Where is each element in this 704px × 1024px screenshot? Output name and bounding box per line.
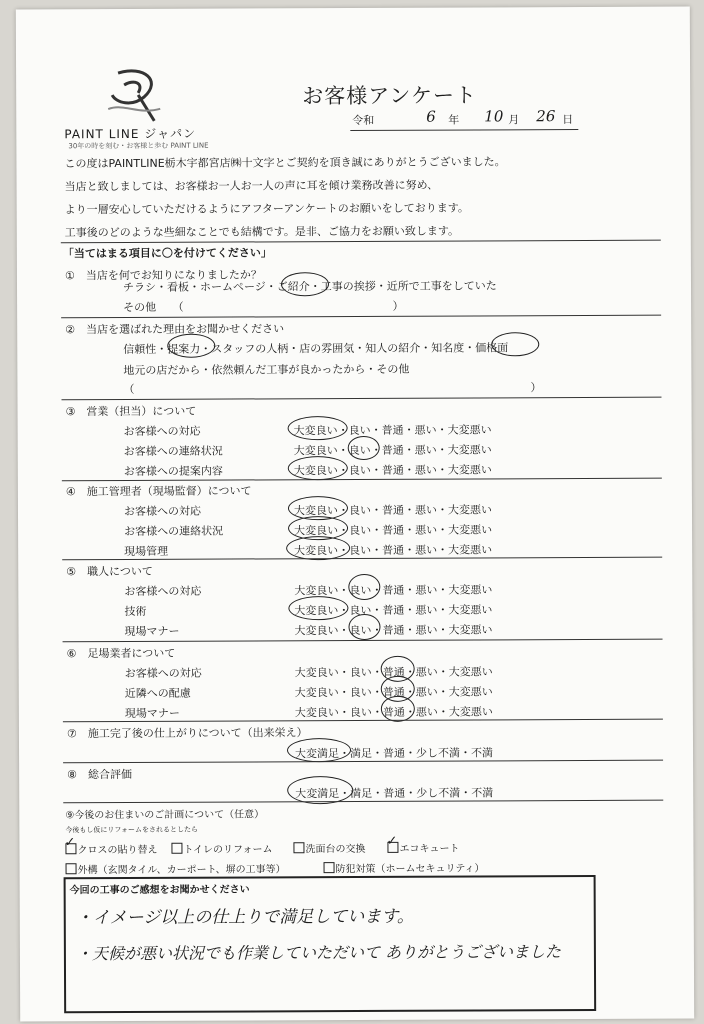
divider	[63, 639, 663, 643]
survey-sheet	[16, 7, 694, 1022]
comment-line-1: ・イメージ以上の仕上りで満足しています。	[75, 906, 414, 929]
q9-title: ⑨今後のお住まいのご計画について（任意）	[65, 809, 265, 822]
q4-scale-2: 大変良い・良い・普通・悪い・大変悪い	[294, 523, 493, 538]
q5-item-3: 現場マナー	[124, 624, 180, 639]
q5-answer-circle-3	[348, 614, 380, 640]
q8-scale: 大変満足・満足・普通・少し不満・不満	[295, 786, 494, 801]
q7-scale: 大変満足・満足・普通・少し不満・不満	[295, 746, 494, 761]
q5-answer-circle-2	[288, 596, 348, 620]
q4-item-3: 現場管理	[124, 544, 169, 559]
option-washbasin: 洗面台の交換	[305, 843, 366, 856]
q5-answer-circle-1	[348, 574, 380, 600]
q3-answer-circle-3	[288, 456, 348, 480]
intro-line-2: 当店と致しましては、お客様お一人お一人の声に耳を傾け業務改善に努め、	[64, 178, 439, 194]
q1-answer-circle	[281, 272, 329, 296]
option-security: 防犯対策（ホームセキュリティ）	[335, 863, 485, 876]
q2-blank: （ ）	[123, 381, 542, 397]
page-title: お客様アンケート	[302, 83, 477, 109]
q4-answer-circle-3	[286, 536, 350, 560]
q6-item-2: 近隣への配慮	[124, 686, 191, 701]
date-year: 6	[426, 107, 436, 126]
option-ecocute: エコキュート	[399, 843, 460, 855]
q5-scale-2: 大変良い・良い・普通・悪い・大変悪い	[294, 603, 493, 618]
q2-answer-circle-1	[167, 334, 215, 358]
date-era: 令和	[352, 113, 375, 128]
divider	[63, 800, 663, 804]
divider	[63, 760, 663, 764]
q3-item-3: お客様への提案内容	[123, 464, 223, 479]
option-exterior: 外構（玄関タイル、カーポート、塀の工事等）	[77, 864, 286, 877]
brand-tagline: 30年の時を刻む・お客様と歩む PAINT LINE	[68, 141, 209, 151]
intro-line-3: より一層安心していただけるようにアフターアンケートのお願いをしております。	[64, 201, 469, 217]
q2-options-1: 信頼性・提案力・スタッフの人柄・店の雰囲気・知人の紹介・知名度・価格面	[123, 341, 509, 357]
date-year-unit: 年	[448, 113, 460, 127]
q1-title: ① 当店を何でお知りになりましたか？	[64, 268, 262, 283]
q3-item-2: お客様への連絡状況	[123, 444, 223, 459]
q3-answer-circle-2	[348, 436, 380, 460]
q3-title: ③ 営業（担当）について	[65, 404, 197, 419]
intro-line-4: 工事後のどのような些細なことでも結構です。是非、ご協力をお願い致します。	[64, 224, 460, 240]
q8-answer-circle	[287, 776, 353, 804]
q6-title: ⑥ 足場業者について	[66, 646, 176, 661]
q6-scale-3: 大変良い・良い・普通・悪い・大変悪い	[294, 705, 493, 720]
comments-title: 今回の工事のご感想をお聞かせください	[69, 884, 250, 897]
checkbox-security[interactable]	[324, 862, 335, 873]
q6-answer-circle-3	[381, 696, 415, 722]
q4-title: ④ 施工管理者（現場監督）について	[65, 484, 252, 499]
q3-scale-1: 大変良い・良い・普通・悪い・大変悪い	[293, 423, 492, 438]
q3-scale-2: 大変良い・良い・普通・悪い・大変悪い	[293, 443, 492, 458]
q5-item-1: お客様への対応	[124, 584, 202, 599]
q9-note: 今後もし仮にリフォームをされるとしたら	[65, 825, 199, 835]
q4-scale-3: 大変良い・良い・普通・悪い・大変悪い	[294, 543, 493, 558]
q2-answer-circle-2	[491, 332, 539, 356]
q7-title: ⑦ 施工完了後の仕上がりについて（出来栄え）	[66, 726, 308, 741]
q1-other: その他 （ ）	[123, 299, 404, 315]
checkbox-toilet[interactable]	[171, 843, 182, 854]
intro-line-1: この度はPAINTLINE栃木宇都宮店㈱十文字とご契約を頂き誠にありがとうございました。	[64, 155, 506, 171]
q5-scale-3: 大変良い・良い・普通・悪い・大変悪い	[294, 623, 493, 638]
q6-item-3: 現場マナー	[124, 706, 180, 721]
date-day-unit: 日	[562, 113, 574, 127]
comment-line-2: ・天候が悪い状況でも作業していただいて ありがとうございました	[75, 942, 562, 964]
option-cross: クロスの貼り替え	[77, 844, 158, 857]
q1-options: チラシ・看板・ホームページ・ご紹介・工事の挨拶・近所で工事をしていた	[122, 279, 497, 295]
divider	[61, 397, 661, 401]
q6-item-1: お客様への対応	[124, 666, 202, 681]
divider	[61, 240, 661, 244]
q3-item-1: お客様への対応	[123, 424, 201, 439]
q4-item-2: お客様への連絡状況	[124, 524, 224, 539]
q8-title: ⑧ 総合評価	[67, 767, 133, 782]
option-toilet: トイレのリフォーム	[183, 844, 273, 856]
date-day: 26	[536, 107, 556, 126]
q2-options-2: 地元の店だから・依然頼んだ工事が良かったから・その他	[123, 362, 410, 378]
q2-title: ② 当店を選ばれた理由をお聞かせください	[65, 322, 285, 337]
date-underline	[350, 129, 578, 131]
q6-scale-2: 大変良い・良い・普通・悪い・大変悪い	[294, 685, 493, 700]
q6-scale-1: 大変良い・良い・普通・悪い・大変悪い	[294, 665, 493, 680]
q5-scale-1: 大変良い・良い・普通・悪い・大変悪い	[294, 583, 493, 598]
brand-name: PAINT LINE ジャパン	[64, 126, 197, 142]
q3-answer-circle-1	[288, 416, 348, 440]
q4-scale-1: 大変良い・良い・普通・悪い・大変悪い	[293, 503, 493, 518]
paint-line-logo	[104, 65, 164, 129]
q5-item-2: 技術	[124, 604, 147, 619]
check-mark-icon: ✓	[64, 835, 76, 851]
divider	[61, 315, 661, 319]
q3-scale-3: 大変良い・良い・普通・悪い・大変悪い	[293, 463, 492, 478]
date-month-unit: 月	[508, 113, 520, 127]
checkbox-exterior[interactable]	[66, 863, 77, 874]
instruction: 「当てはまる項目に〇を付けてください」	[62, 246, 272, 261]
date-month: 10	[484, 107, 504, 126]
checkbox-washbasin[interactable]	[293, 842, 304, 853]
q5-title: ⑤ 職人について	[66, 564, 153, 579]
check-mark-icon: ✓	[386, 833, 398, 849]
q4-item-1: お客様への対応	[123, 504, 202, 519]
